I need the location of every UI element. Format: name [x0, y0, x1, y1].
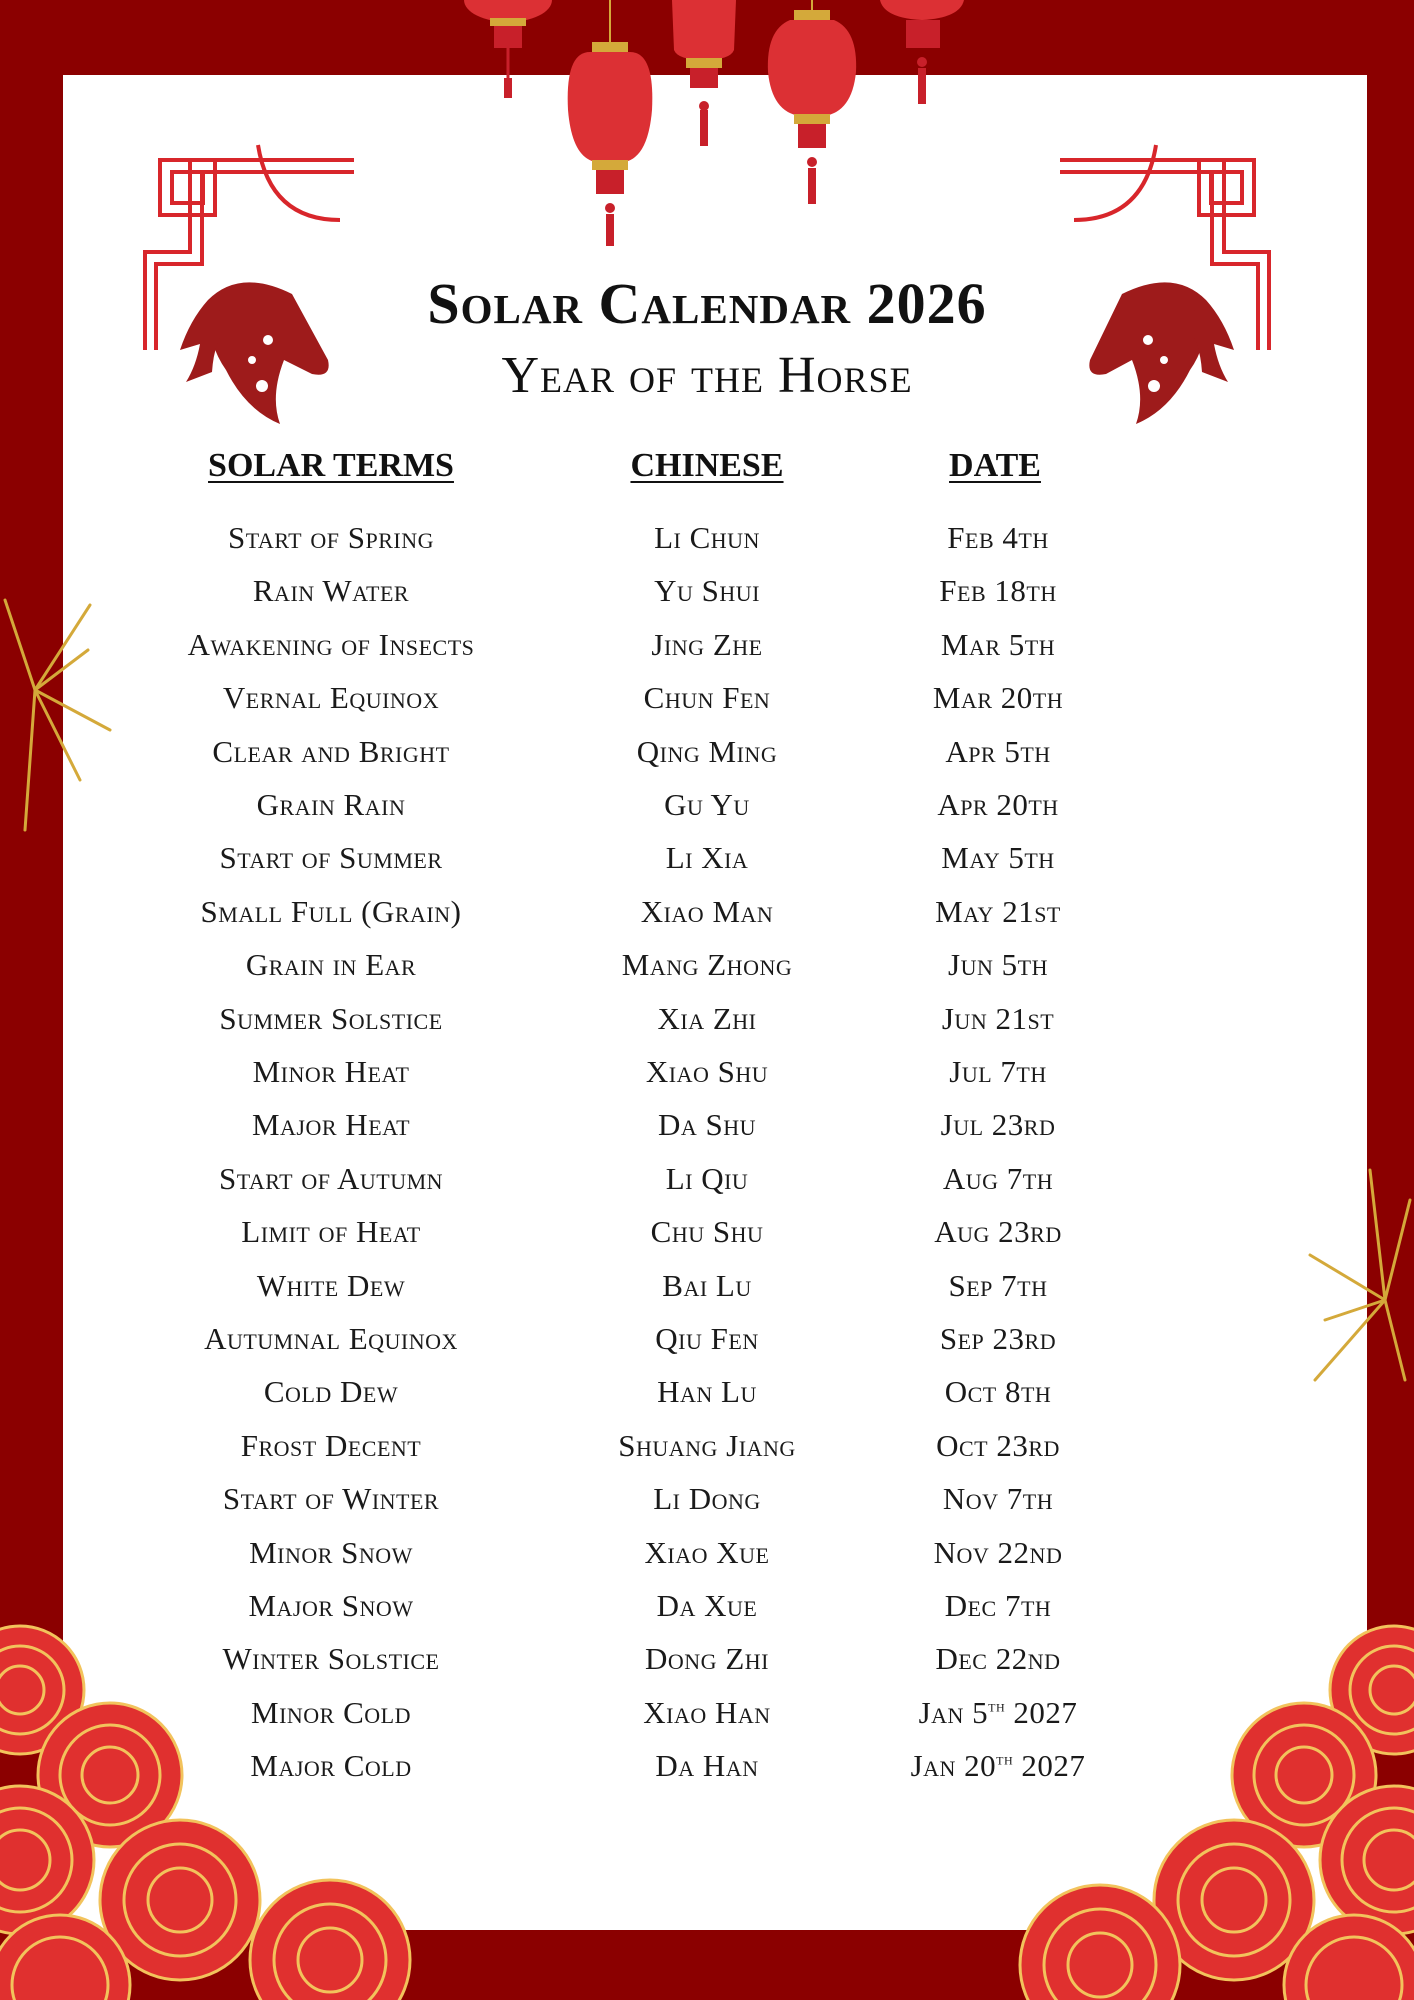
- chinese-name-cell: Bai Lu: [662, 1267, 752, 1303]
- date-cell: [933, 680, 1063, 716]
- date-text: Oct 8th: [944, 1374, 1052, 1410]
- solar-term-cell: Frost Decent: [240, 1427, 422, 1463]
- date-cell: [949, 1268, 1048, 1304]
- page-subtitle: Year of the Horse: [501, 347, 913, 404]
- table-row: [0, 1107, 1414, 1157]
- chinese-name-cell: Li Chun: [654, 520, 760, 555]
- date-text: Aug 23rd: [934, 1214, 1062, 1250]
- date-cell: [941, 1107, 1056, 1143]
- table-row: [0, 1321, 1414, 1371]
- date-text: Jun 5th: [948, 947, 1048, 983]
- table-row: [0, 894, 1414, 944]
- date-text: Aug 7th: [942, 1160, 1054, 1196]
- column-header-date: DATE: [949, 447, 1041, 484]
- date-ordinal-superscript: th: [988, 1696, 1006, 1716]
- date-text: May 21st: [935, 893, 1061, 929]
- solar-term-cell: Awakening of Insects: [187, 626, 475, 662]
- column-header-chinese: CHINESE: [630, 447, 784, 484]
- date-text: Dec 7th: [944, 1588, 1052, 1623]
- table-row: [0, 1054, 1414, 1104]
- solar-term-cell: Clear and Bright: [212, 733, 450, 769]
- solar-term-cell: Minor Heat: [252, 1054, 410, 1089]
- chinese-name-cell: Xiao Han: [643, 1694, 771, 1730]
- date-cell: [936, 1428, 1060, 1464]
- date-text: Nov 22nd: [933, 1534, 1063, 1570]
- date-text: Mar 20th: [932, 680, 1064, 716]
- date-cell: [945, 1374, 1052, 1410]
- column-header-solar-terms: SOLAR TERMS: [208, 447, 454, 484]
- date-text: Feb 4th: [947, 520, 1049, 555]
- table-row: [0, 1161, 1414, 1211]
- table-row: [0, 573, 1414, 623]
- date-text: Nov 7th: [942, 1481, 1054, 1517]
- chinese-name-cell: Shuang Jiang: [618, 1427, 796, 1463]
- date-cell: [949, 1054, 1046, 1090]
- chinese-name-cell: Xiao Man: [640, 893, 774, 929]
- table-row: [0, 787, 1414, 837]
- date-cell: [937, 787, 1058, 823]
- table-row: [0, 1535, 1414, 1585]
- date-cell: [943, 1161, 1053, 1197]
- table-row: [0, 1374, 1414, 1424]
- solar-term-cell: Grain in Ear: [245, 947, 417, 983]
- solar-term-cell: Major Cold: [250, 1748, 412, 1784]
- chinese-name-cell: Yu Shui: [654, 573, 760, 609]
- solar-term-cell: Start of Autumn: [218, 1160, 444, 1196]
- table-row: [0, 1481, 1414, 1531]
- date-text: Feb 18th: [939, 573, 1057, 609]
- date-cell: [934, 1535, 1063, 1571]
- date-cell: [934, 1214, 1061, 1250]
- date-year: 2027: [1013, 1748, 1086, 1784]
- date-text: Jun 21st: [941, 1000, 1055, 1036]
- solar-term-cell: Winter Solstice: [222, 1641, 440, 1677]
- chinese-name-cell: Chun Fen: [643, 680, 771, 716]
- date-cell: [940, 1321, 1056, 1357]
- chinese-name-cell: Chu Shu: [650, 1214, 764, 1250]
- chinese-name-cell: Jing Zhe: [651, 626, 763, 662]
- solar-term-cell: Grain Rain: [256, 787, 406, 822]
- date-cell: [919, 1695, 1078, 1731]
- date-cell: [941, 627, 1055, 663]
- table-row: [0, 1268, 1414, 1318]
- date-text: Mar 5th: [940, 626, 1056, 662]
- chinese-name-cell: Da Han: [655, 1748, 759, 1784]
- chinese-name-cell: Xiao Shu: [645, 1054, 769, 1089]
- solar-term-cell: White Dew: [256, 1267, 406, 1303]
- chinese-name-cell: Qing Ming: [636, 733, 778, 769]
- table-row: [0, 1588, 1414, 1638]
- table-row: [0, 734, 1414, 784]
- date-text: Oct 23rd: [936, 1427, 1060, 1463]
- chinese-name-cell: Li Dong: [653, 1481, 761, 1517]
- chinese-name-cell: Han Lu: [657, 1374, 757, 1410]
- date-text: Jan 20: [910, 1748, 997, 1784]
- solar-term-cell: Start of Summer: [219, 840, 443, 876]
- date-text: May 5th: [941, 840, 1055, 876]
- solar-term-cell: Minor Snow: [249, 1534, 413, 1570]
- solar-term-cell: Autumnal Equinox: [204, 1321, 458, 1356]
- date-text: Apr 20th: [937, 787, 1059, 822]
- solar-term-cell: Limit of Heat: [241, 1214, 421, 1250]
- solar-term-cell: Minor Cold: [251, 1694, 411, 1730]
- date-text: Sep 7th: [948, 1267, 1048, 1303]
- chinese-name-cell: Xiao Xue: [644, 1534, 770, 1570]
- table-row: [0, 947, 1414, 997]
- table-row: [0, 1641, 1414, 1691]
- date-text: Sep 23rd: [939, 1321, 1057, 1356]
- table-row: [0, 1428, 1414, 1478]
- date-ordinal-superscript: th: [996, 1749, 1014, 1769]
- solar-term-cell: Small Full (Grain): [200, 893, 462, 929]
- table-row: [0, 1214, 1414, 1264]
- solar-term-cell: Cold Dew: [263, 1374, 399, 1410]
- page-title: Solar Calendar 2026: [427, 271, 987, 336]
- solar-term-cell: Summer Solstice: [219, 1000, 443, 1036]
- date-text: Jul 7th: [949, 1054, 1047, 1089]
- solar-term-cell: Start of Spring: [228, 520, 434, 555]
- solar-term-cell: Vernal Equinox: [222, 680, 440, 716]
- date-year: 2027: [1005, 1694, 1078, 1730]
- table-row: [0, 1001, 1414, 1051]
- table-row: [0, 627, 1414, 677]
- date-cell: [945, 734, 1050, 770]
- chinese-name-cell: Da Shu: [657, 1107, 757, 1143]
- date-cell: [911, 1748, 1086, 1784]
- table-row: [0, 1748, 1414, 1798]
- solar-term-cell: Major Heat: [251, 1107, 411, 1143]
- chinese-name-cell: Li Xia: [665, 840, 749, 876]
- chinese-name-cell: Gu Yu: [664, 787, 750, 822]
- chinese-name-cell: Mang Zhong: [621, 947, 793, 983]
- date-cell: [945, 1588, 1052, 1624]
- date-text: Apr 5th: [945, 733, 1051, 769]
- table-row: [0, 840, 1414, 890]
- date-text: Jul 23rd: [940, 1107, 1056, 1143]
- date-text: Jan 5: [918, 1694, 989, 1730]
- chinese-name-cell: Xia Zhi: [657, 1000, 757, 1036]
- date-text: Dec 22nd: [935, 1641, 1061, 1677]
- solar-term-cell: Start of Winter: [222, 1481, 440, 1517]
- table-row: [0, 1695, 1414, 1745]
- date-cell: [935, 894, 1061, 930]
- chinese-name-cell: Dong Zhi: [645, 1641, 769, 1677]
- chinese-name-cell: Qiu Fen: [655, 1321, 759, 1356]
- solar-term-cell: Rain Water: [252, 573, 410, 609]
- date-cell: [948, 947, 1048, 983]
- date-cell: [941, 840, 1054, 876]
- date-cell: [943, 1481, 1053, 1517]
- date-cell: [942, 1001, 1054, 1037]
- table-row: [0, 520, 1414, 570]
- date-cell: [947, 520, 1048, 556]
- table-row: [0, 680, 1414, 730]
- chinese-name-cell: Li Qiu: [665, 1160, 749, 1196]
- date-cell: [935, 1641, 1060, 1677]
- solar-term-cell: Major Snow: [248, 1588, 414, 1623]
- chinese-name-cell: Da Xue: [656, 1588, 758, 1623]
- date-cell: [939, 573, 1056, 609]
